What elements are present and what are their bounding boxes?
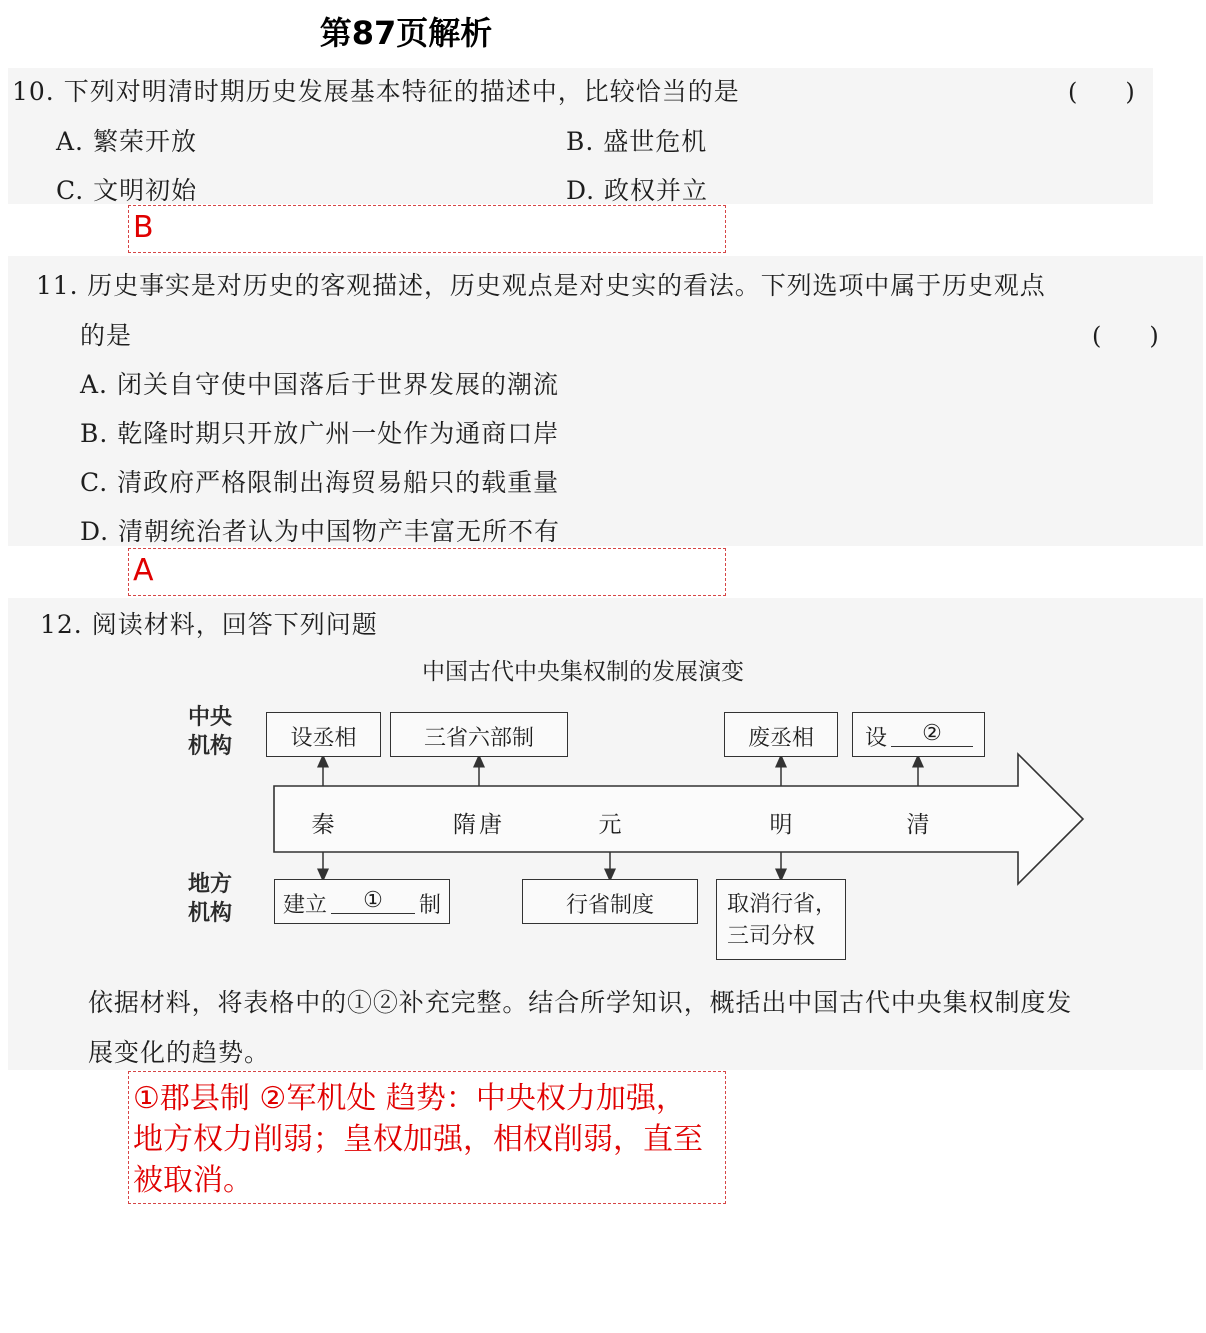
local-label-line2: 机构 [188,901,233,926]
dynasty-qin: 秦 [311,812,335,838]
q10-option-b: B. 盛世危机 [566,127,708,156]
q10-answer: B [133,210,154,245]
central-label-line1: 中央 [188,705,233,730]
diagram-title: 中国古代中央集权制的发展演变 [422,659,744,685]
local-box-qin [274,879,450,924]
q11-option-a: A. 闭关自守使中国落后于世界发展的潮流 [80,370,559,399]
q12-answer-box [128,1071,726,1204]
local-box-qin-suffix: 制 [419,893,442,918]
q11-answer: A [133,553,154,588]
central-box-suitang-text: 三省六部制 [423,726,534,751]
q12-question-line1: 依据材料，将表格中的①②补充完整。结合所学知识，概括出中国古代中央集权制度发 [88,988,1073,1017]
central-box-qing-blank: ② [891,721,973,747]
local-box-ming [716,879,846,960]
q11-stem-line1: 11. 历史事实是对历史的客观描述，历史观点是对史实的看法。下列选项中属于历史观点 [36,271,1046,300]
central-box-ming-text: 废丞相 [747,726,814,751]
q12-question-line2: 展变化的趋势。 [88,1038,271,1067]
page-title: 第87页解析 [319,14,493,52]
local-box-qin-blank: ① [331,888,415,914]
q12-stem: 12. 阅读材料，回答下列问题 [40,610,378,639]
dynasty-yuan: 元 [598,812,622,838]
q12-answer: ①郡县制 ②军机处 趋势：中央权力加强，地方权力削弱；皇权加强，相权削弱，直至被取消。 [133,1081,703,1198]
local-box-ming-line2: 三司分权 [727,924,816,949]
dynasty-suitang: 隋唐 [453,812,505,838]
central-box-qin-text: 设丞相 [290,726,357,751]
q11-option-c: C. 清政府严格限制出海贸易船只的载重量 [80,468,560,497]
local-label-line1: 地方 [188,872,233,897]
q10-stem: 10. 下列对明清时期历史发展基本特征的描述中，比较恰当的是 [12,77,740,106]
q10-option-a: A. 繁荣开放 [56,127,197,156]
central-box-qing-prefix: 设 [865,726,888,751]
local-box-ming-line1: 取消行省， [727,892,838,917]
local-box-qin-prefix: 建立 [283,893,328,918]
dynasty-ming: 明 [769,812,793,838]
q10-paren: ( ) [1068,78,1135,106]
central-box-qin [266,712,381,757]
q10-option-c: C. 文明初始 [56,176,198,205]
q11-option-d: D. 清朝统治者认为中国物产丰富无所不有 [80,517,561,546]
q11-paren: ( ) [1092,322,1159,350]
central-box-ming [724,712,838,757]
q11-stem-line2: 的是 [80,321,133,350]
q10-option-d: D. 政权并立 [566,176,709,205]
dynasty-qing: 清 [906,812,930,838]
central-label-line2: 机构 [188,734,233,759]
local-box-yuan [522,879,698,924]
central-box-suitang [390,712,568,757]
central-box-qing [852,712,985,757]
local-box-yuan-text: 行省制度 [565,893,654,918]
q11-option-b: B. 乾隆时期只开放广州一处作为通商口岸 [80,419,560,448]
